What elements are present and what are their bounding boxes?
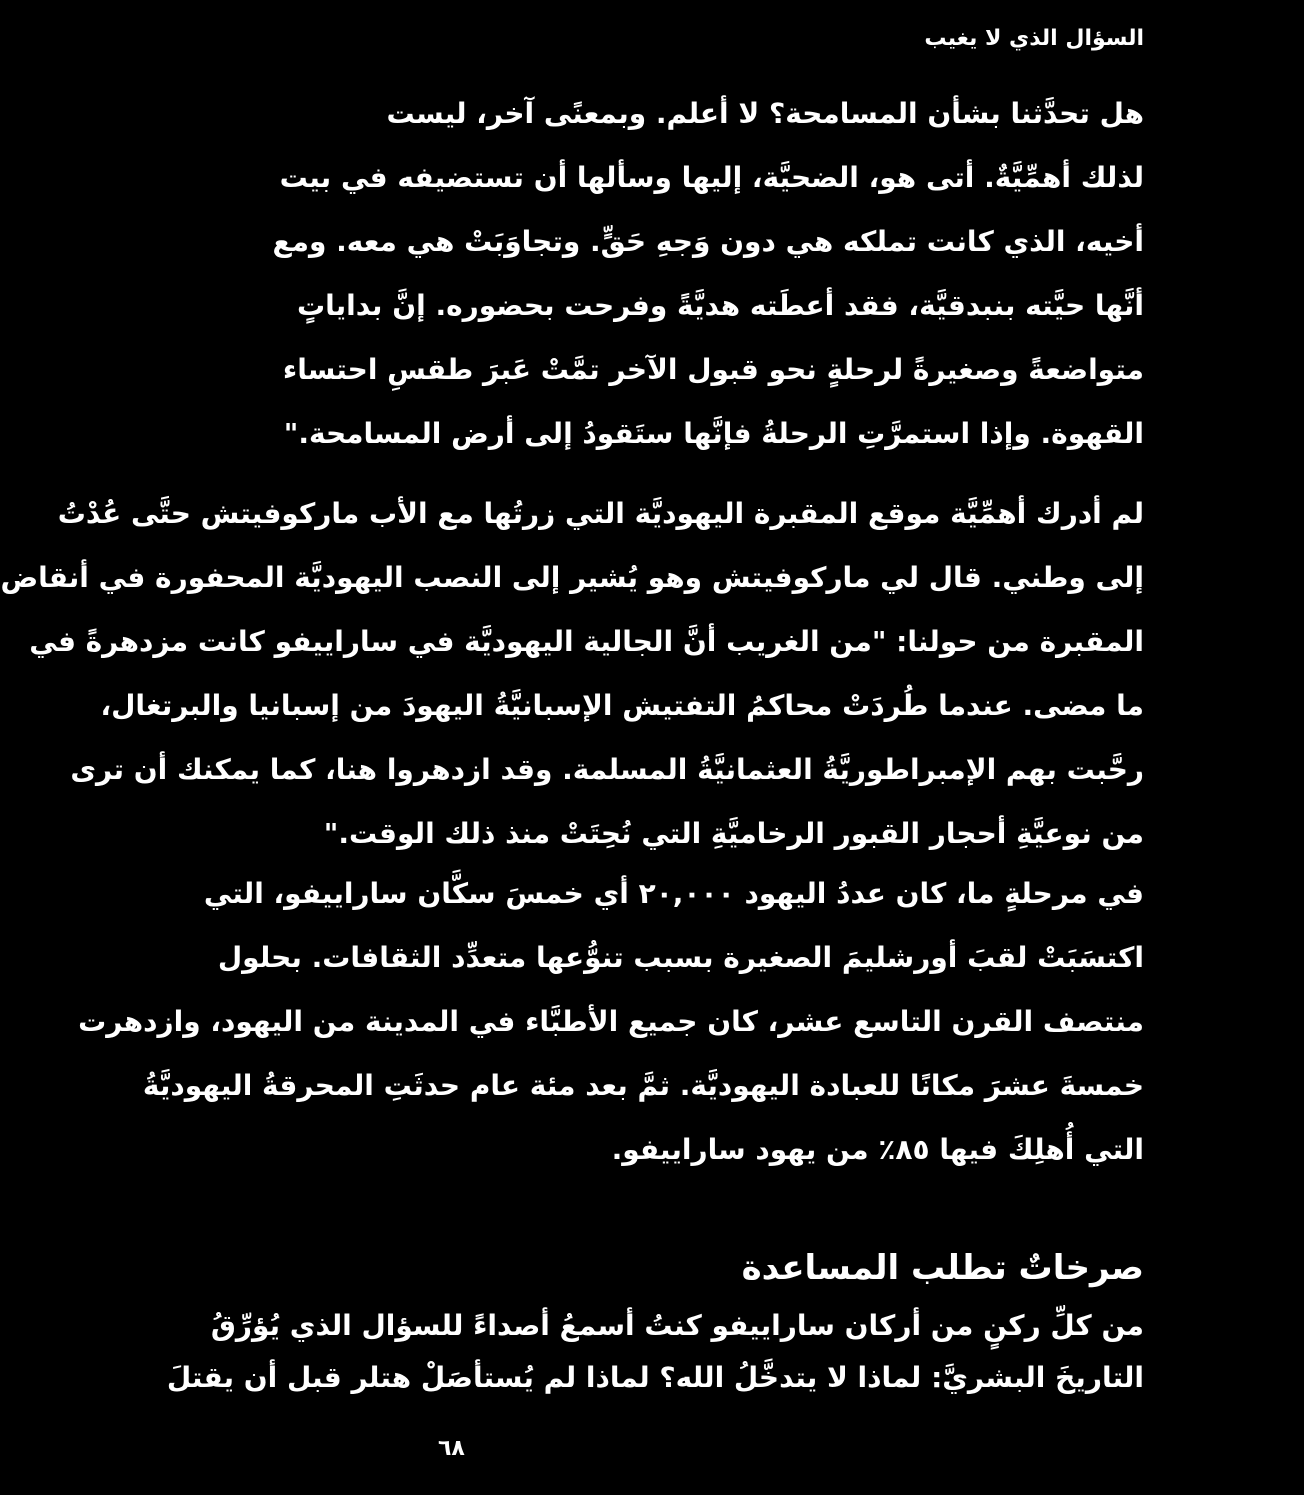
text-line: أخيه، الذي كانت تملكه هي دون وَجهِ حَقٍّ. وتجاوَبَتْ هي معه. ومع: [272, 225, 1144, 258]
paragraph-3: [78, 862, 1144, 1182]
page-number: ٦٨: [438, 1436, 465, 1461]
paragraph-2: [0, 482, 1144, 866]
text-line: التي أُهلِكَ فيها ٨٥٪ من يهود ساراييفو.: [611, 1133, 1144, 1166]
text-line: هل تحدَّثنا بشأن المسامحة؟ لا أعلم. وبمعنًى آخر، ليست: [386, 97, 1144, 130]
text-line: متواضعةً وصغيرةً لرحلةٍ نحو قبول الآخر تمَّتْ عَبرَ طقسِ احتساء: [282, 353, 1144, 386]
text-line: لم أدرك أهمِّيَّة موقع المقبرة اليهوديَّة التي زرتُها مع الأب ماركوفيتش حتَّى عُدْتُ: [57, 497, 1144, 530]
section-heading: صرخاتٌ تطلب المساعدة: [741, 1248, 1144, 1288]
text-line: المقبرة من حولنا: "من الغريب أنَّ الجالية اليهوديَّة في ساراييفو كانت مزدهرةً في: [29, 625, 1144, 658]
running-header: السؤال الذي لا يغيب: [924, 26, 1144, 51]
text-line: القهوة. وإذا استمرَّتِ الرحلةُ فإنَّها ستَقودُ إلى أرض المسامحة.": [283, 417, 1144, 450]
text-line: من كلِّ ركنٍ من أركان ساراييفو كنتُ أسمعُ أصداءً للسؤال الذي يُؤرِّقُ: [210, 1309, 1144, 1342]
text-line: من نوعيَّةِ أحجار القبور الرخاميَّةِ التي نُحِتَتْ منذ ذلك الوقت.": [323, 817, 1144, 850]
text-line: ما مضى. عندما طُردَتْ محاكمُ التفتيش الإسبانيَّةُ اليهودَ من إسبانيا والبرتغال،: [100, 689, 1144, 722]
text-line: منتصف القرن التاسع عشر، كان جميع الأطبَّاء في المدينة من اليهود، وازدهرت: [78, 1005, 1144, 1038]
text-line: إلى وطني. قال لي ماركوفيتش وهو يُشير إلى النصب اليهوديَّة المحفورة في أنقاض: [0, 561, 1144, 594]
text-line: التاريخَ البشريَّ: لماذا لا يتدخَّلُ الله؟ لماذا لم يُستأصَلْ هتلر قبل أن يقتلَ: [166, 1361, 1144, 1394]
paragraph-1: [272, 82, 1144, 466]
paragraph-4: [166, 1300, 1144, 1404]
text-line: لذلك أهمِّيَّةٌ. أتى هو، الضحيَّة، إليها وسألها أن تستضيفه في بيت: [279, 161, 1144, 194]
text-line: في مرحلةٍ ما، كان عددُ اليهود ٢٠,٠٠٠ أي خمسَ سكَّان ساراييفو، التي: [203, 877, 1144, 910]
text-line: خمسةَ عشرَ مكانًا للعبادة اليهوديَّة. ثمَّ بعد مئة عام حدثَتِ المحرقةُ اليهوديَّةُ: [142, 1069, 1144, 1102]
text-line: أنَّها حيَّته بنبدقيَّة، فقد أعطَته هديَّةً وفرحت بحضوره. إنَّ بداياتٍ: [297, 289, 1144, 322]
text-line: اكتسَبَتْ لقبَ أورشليمَ الصغيرة بسبب تنوُّعها متعدِّد الثقافات. بحلول: [217, 941, 1144, 974]
text-line: رحَّبت بهم الإمبراطوريَّةُ العثمانيَّةُ المسلمة. وقد ازدهروا هنا، كما يمكنك أن ترى: [70, 753, 1144, 786]
